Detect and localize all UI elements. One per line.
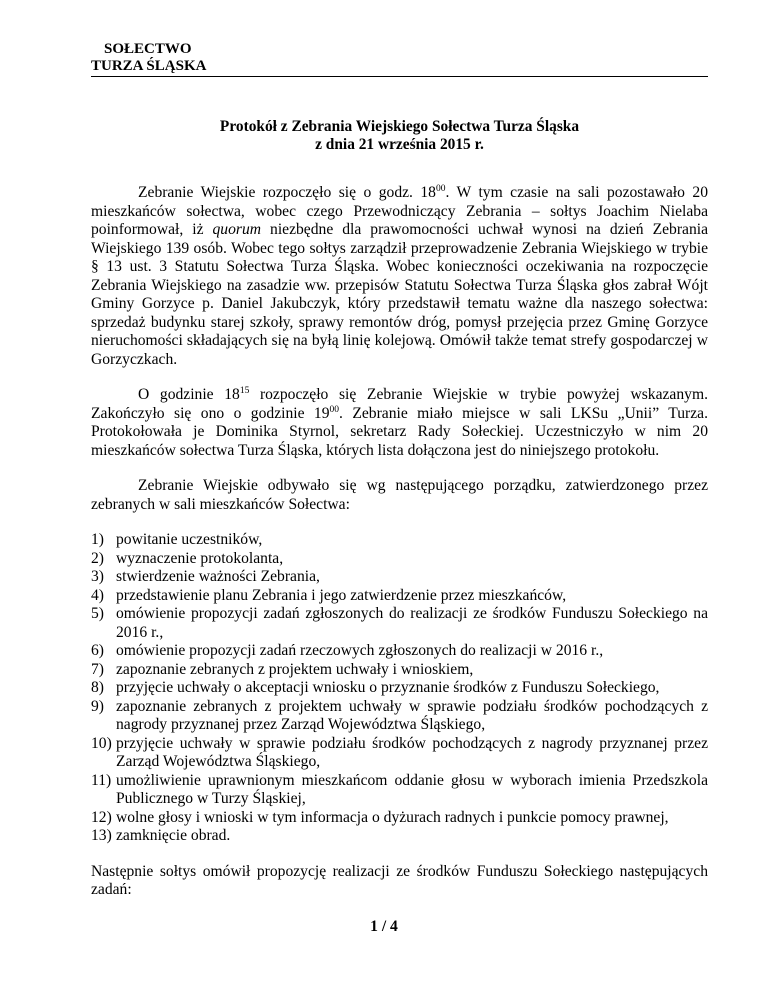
header-line-2: TURZA ŚLĄSKA <box>91 58 207 74</box>
list-item: 10) przyjęcie uchwały w sprawie podziału środków pochodzących z nagrody przyznanej przez Zarząd Województwa Śląskiego, <box>91 734 708 770</box>
paragraph-agenda-intro: Zebranie Wiejskie odbywało się wg następującego porządku, zatwierdzonego przez zebranych w sali mieszkańców Sołectwa: <box>91 477 708 513</box>
paragraph-meeting-time: O godzinie $18^{15}$ rozpoczęło się Zebranie Wiejskie w trybie powyżej wskazanym. Zakończyło się ono o godzinie $19^{00}$. Zebranie miało miejsce w sali LKSu „Unii” Turza. Protokołowała je Dominika Styrnol, sekretarz Rady Sołeckiej. Uczestniczyło w nim 20 mieszkańców sołectwa Turza Śląska, których lista dołączona jest do niniejszego protokołu. <box>91 386 708 459</box>
list-item: 4) przedstawienie planu Zebrania i jego zatwierdzenie przez mieszkańców, <box>91 586 567 604</box>
header-line-1: SOŁECTWO <box>104 41 192 57</box>
title-line-1: Protokół z Zebrania Wiejskiego Sołectwa Turza Śląska <box>219 118 580 135</box>
list-item: 7) zapoznanie zebranych z projektem uchwały i wnioskiem, <box>91 660 474 678</box>
list-item: 5) omówienie propozycji zadań zgłoszonych do realizacji ze środków Funduszu Sołeckiego na 2016 r., <box>91 605 708 641</box>
list-item: 1) powitanie uczestników, <box>91 531 263 548</box>
paragraph-tasks-intro: Następnie sołtys omówił propozycję realizacji ze środków Funduszu Sołeckiego następujących zadań: <box>91 862 708 898</box>
list-item: 3) stwierdzenie ważności Zebrania, <box>91 568 320 585</box>
list-item: 11) umożliwienie uprawnionym mieszkańcom oddanie głosu w wyborach imienia Przedszkola Publicznego w Turzy Śląskiej, <box>91 771 708 807</box>
title-line-2: z dnia 21 września 2015 r. <box>315 136 484 153</box>
list-item: 6) omówienie propozycji zadań rzeczowych zgłoszonych do realizacji w 2016 r., <box>91 642 604 659</box>
agenda-list <box>91 531 708 846</box>
page-number: 1 / 4 <box>370 918 398 935</box>
list-item: 9) zapoznanie zebranych z projektem uchwały w sprawie podziału środków pochodzących z nagrody przyznanej przez Zarząd Województwa Śląskiego, <box>91 697 708 733</box>
list-item: 8) przyjęcie uchwały o akceptacji wniosku o przyznanie środków z Funduszu Sołeckiego, <box>91 679 660 696</box>
list-item: 13) zamknięcie obrad. <box>91 827 231 844</box>
list-item: 2) wyznaczenie protokolanta, <box>91 549 284 567</box>
list-item: 12) wolne głosy i wnioski w tym informacja o dyżurach radnych i punkcie pomocy prawnej, <box>91 808 669 826</box>
document-body <box>91 184 708 900</box>
paragraph-opening: Zebranie Wiejskie rozpoczęło się o godz. $18^{00}$. W tym czasie na sali pozostawało 20 mieszkańców sołectwa, wobec czego Przewodniczący Zebrania – sołtys Joachim Nielaba poinformował, iż quorum niezbędne dla prawomocności uchwał wynosi na dzień Zebrania Wiejskiego 139 osób. Wobec tego sołtys zarządził przeprowadzenie Zebrania Wiejskiego w trybie § 13 ust. 3 Statutu Sołectwa Turza Śląska. Wobec konieczności oczekiwania na rozpoczęcie Zebrania Wiejskiego na zasadzie ww. przepisów Statutu Sołectwa Turza Śląska głos zabrał Wójt Gminy Gorzyce p. Daniel Jakubczyk, który przedstawił tematu ważne dla naszego sołectwa: sprzedaż budynku starej szkoły, sprawy remontów dróg, pomysł przejęcia przez Gminę Gorzyce nieruchomości składających się na byłą linię kolejową. Omówił także temat strefy gospodarczej w Gorzyczkach. <box>91 184 708 368</box>
document-title <box>91 118 708 154</box>
document-header <box>91 41 708 77</box>
